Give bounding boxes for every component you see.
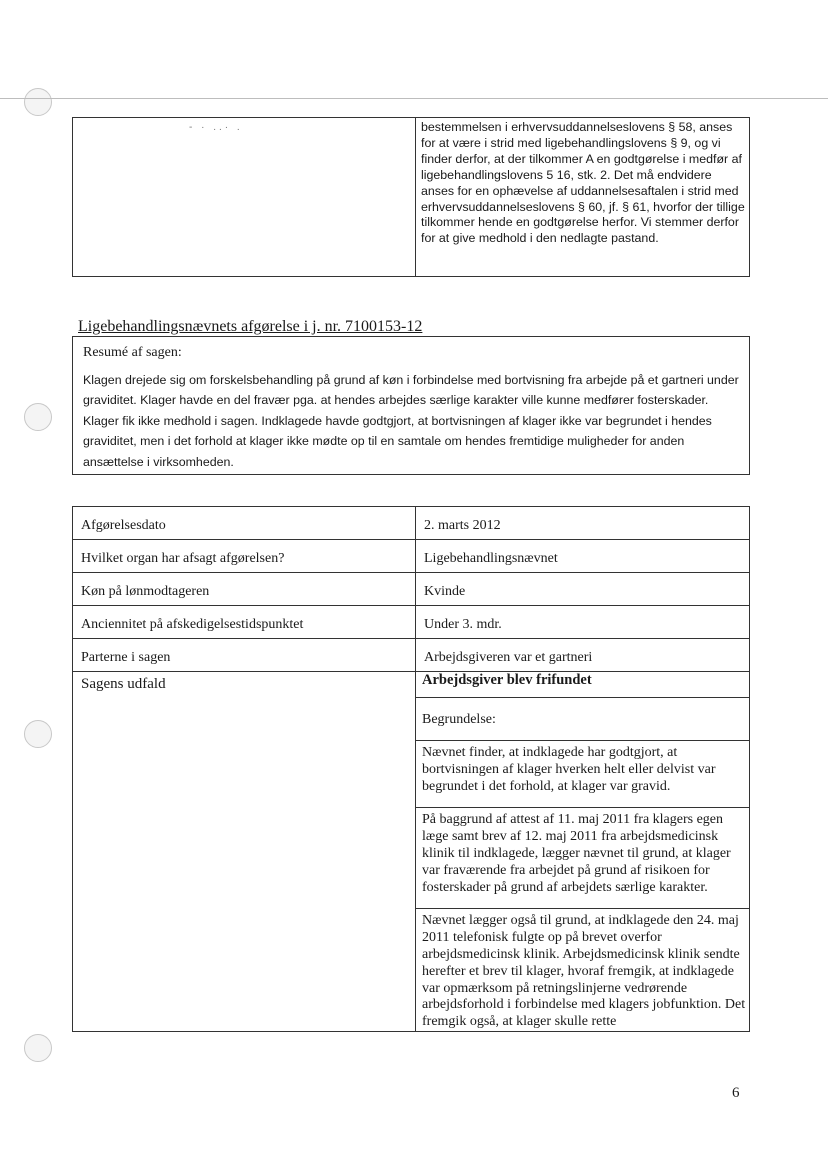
row-value: Under 3. mdr.: [416, 606, 750, 639]
dissent-text: bestemmelsen i erhvervsuddannelseslovens § 58, anses for at være i strid med ligebehandlingslovens § 9, og vi finder derfor, at der tilkommer A en godtgørelse i medfør af ligebehandlingslovens 5 16, stk. 2. Det må endvidere anses for en ophævelse af uddannelsesaftalen i strid med erhvervsuddannelseslovens § 60, jf. § 61, hvorfor der tillige tilkommer hende en godtgørelse herfor. Vi stemmer derfor for at give medhold i den nedlagte pastand.: [421, 120, 745, 246]
reason-label: Begrundelse:: [416, 698, 749, 741]
row-value: Ligebehandlingsnævnet: [416, 540, 750, 573]
punch-hole: [24, 720, 52, 748]
table-divider: [415, 118, 416, 276]
previous-table-fragment: [72, 117, 750, 277]
row-label: Hvilket organ har afsagt afgørelsen?: [73, 540, 416, 573]
table-row: [73, 507, 750, 540]
page-number: 6: [732, 1085, 740, 1101]
row-label: Parterne i sagen: [73, 639, 416, 672]
reason-paragraph: Nævnet finder, at indklagede har godtgjort, at bortvisningen af klager hverken helt eller delvist var begrundet i det forhold, at klager var gravid.: [416, 741, 749, 808]
row-value: Kvinde: [416, 573, 750, 606]
row-value: 2. marts 2012: [416, 507, 750, 540]
case-info-table: [72, 506, 750, 1032]
summary-box: [72, 336, 750, 475]
outcome-label-cell: [73, 672, 416, 1032]
punch-hole: [24, 403, 52, 431]
summary-text: Klagen drejede sig om forskelsbehandling på grund af køn i forbindelse med bortvisning fra arbejde på et gartneri under graviditet. Klager havde en del fravær pga. at hendes arbejdes særlige karakter ville kunne medfører fosterskader. Klager fik ikke medhold i sagen. Indklagede havde godtgjort, at bortvisningen af klager ikke var begrundet i hendes graviditet, men i det forhold at klager ikke mødte op til en samtale om hendes fremtidige muligheder for anden ansættelse i virksomheden.: [83, 373, 739, 469]
table-row: [73, 606, 750, 639]
punch-hole: [24, 1034, 52, 1062]
row-label: Køn på lønmodtageren: [73, 573, 416, 606]
table-row: [73, 573, 750, 606]
scan-line: [0, 98, 828, 99]
row-label: Anciennitet på afskedigelsestidspunktet: [73, 606, 416, 639]
reason-paragraph: På baggrund af attest af 11. maj 2011 fra klagers egen læge samt brev af 12. maj 2011 fra arbejdsmedicinsk klinik til indklagede, lægger nævnet til grund, at klager var fraværende fra arbejdet på grund af risikoen for fosterskader på grund af arbejdets særlige karakter.: [416, 808, 749, 909]
decision-heading: Ligebehandlingsnævnets afgørelse i j. nr. 7100153-12: [78, 318, 423, 335]
row-value: Arbejdsgiveren var et gartneri: [416, 639, 750, 672]
summary-label: Resumé af sagen:: [83, 345, 182, 360]
faded-text: - · ..· .: [189, 122, 243, 133]
punch-hole: [24, 88, 52, 116]
reason-paragraph: Nævnet lægger også til grund, at indklagede den 24. maj 2011 telefonisk fulgte op på brevet overfor arbejdsmedicinsk klinik. Arbejdsmedicinsk klinik sendte herefter et brev til klager, hvoraf fremgik, at indklagede var opmærksom på retningslinjerne vedrørende arbejdsforhold i forbindelse med klagers jobfunktion. Det fremgik også, at klager skulle rette: [422, 913, 746, 1030]
outcome-label: Sagens udfald: [81, 676, 166, 692]
table-row: [73, 672, 750, 1032]
table-row: [73, 540, 750, 573]
table-row: [73, 639, 750, 672]
row-label: Afgørelsesdato: [73, 507, 416, 540]
ruling-text: Arbejdsgiver blev frifundet: [416, 672, 749, 698]
outcome-cell: [416, 672, 750, 1032]
